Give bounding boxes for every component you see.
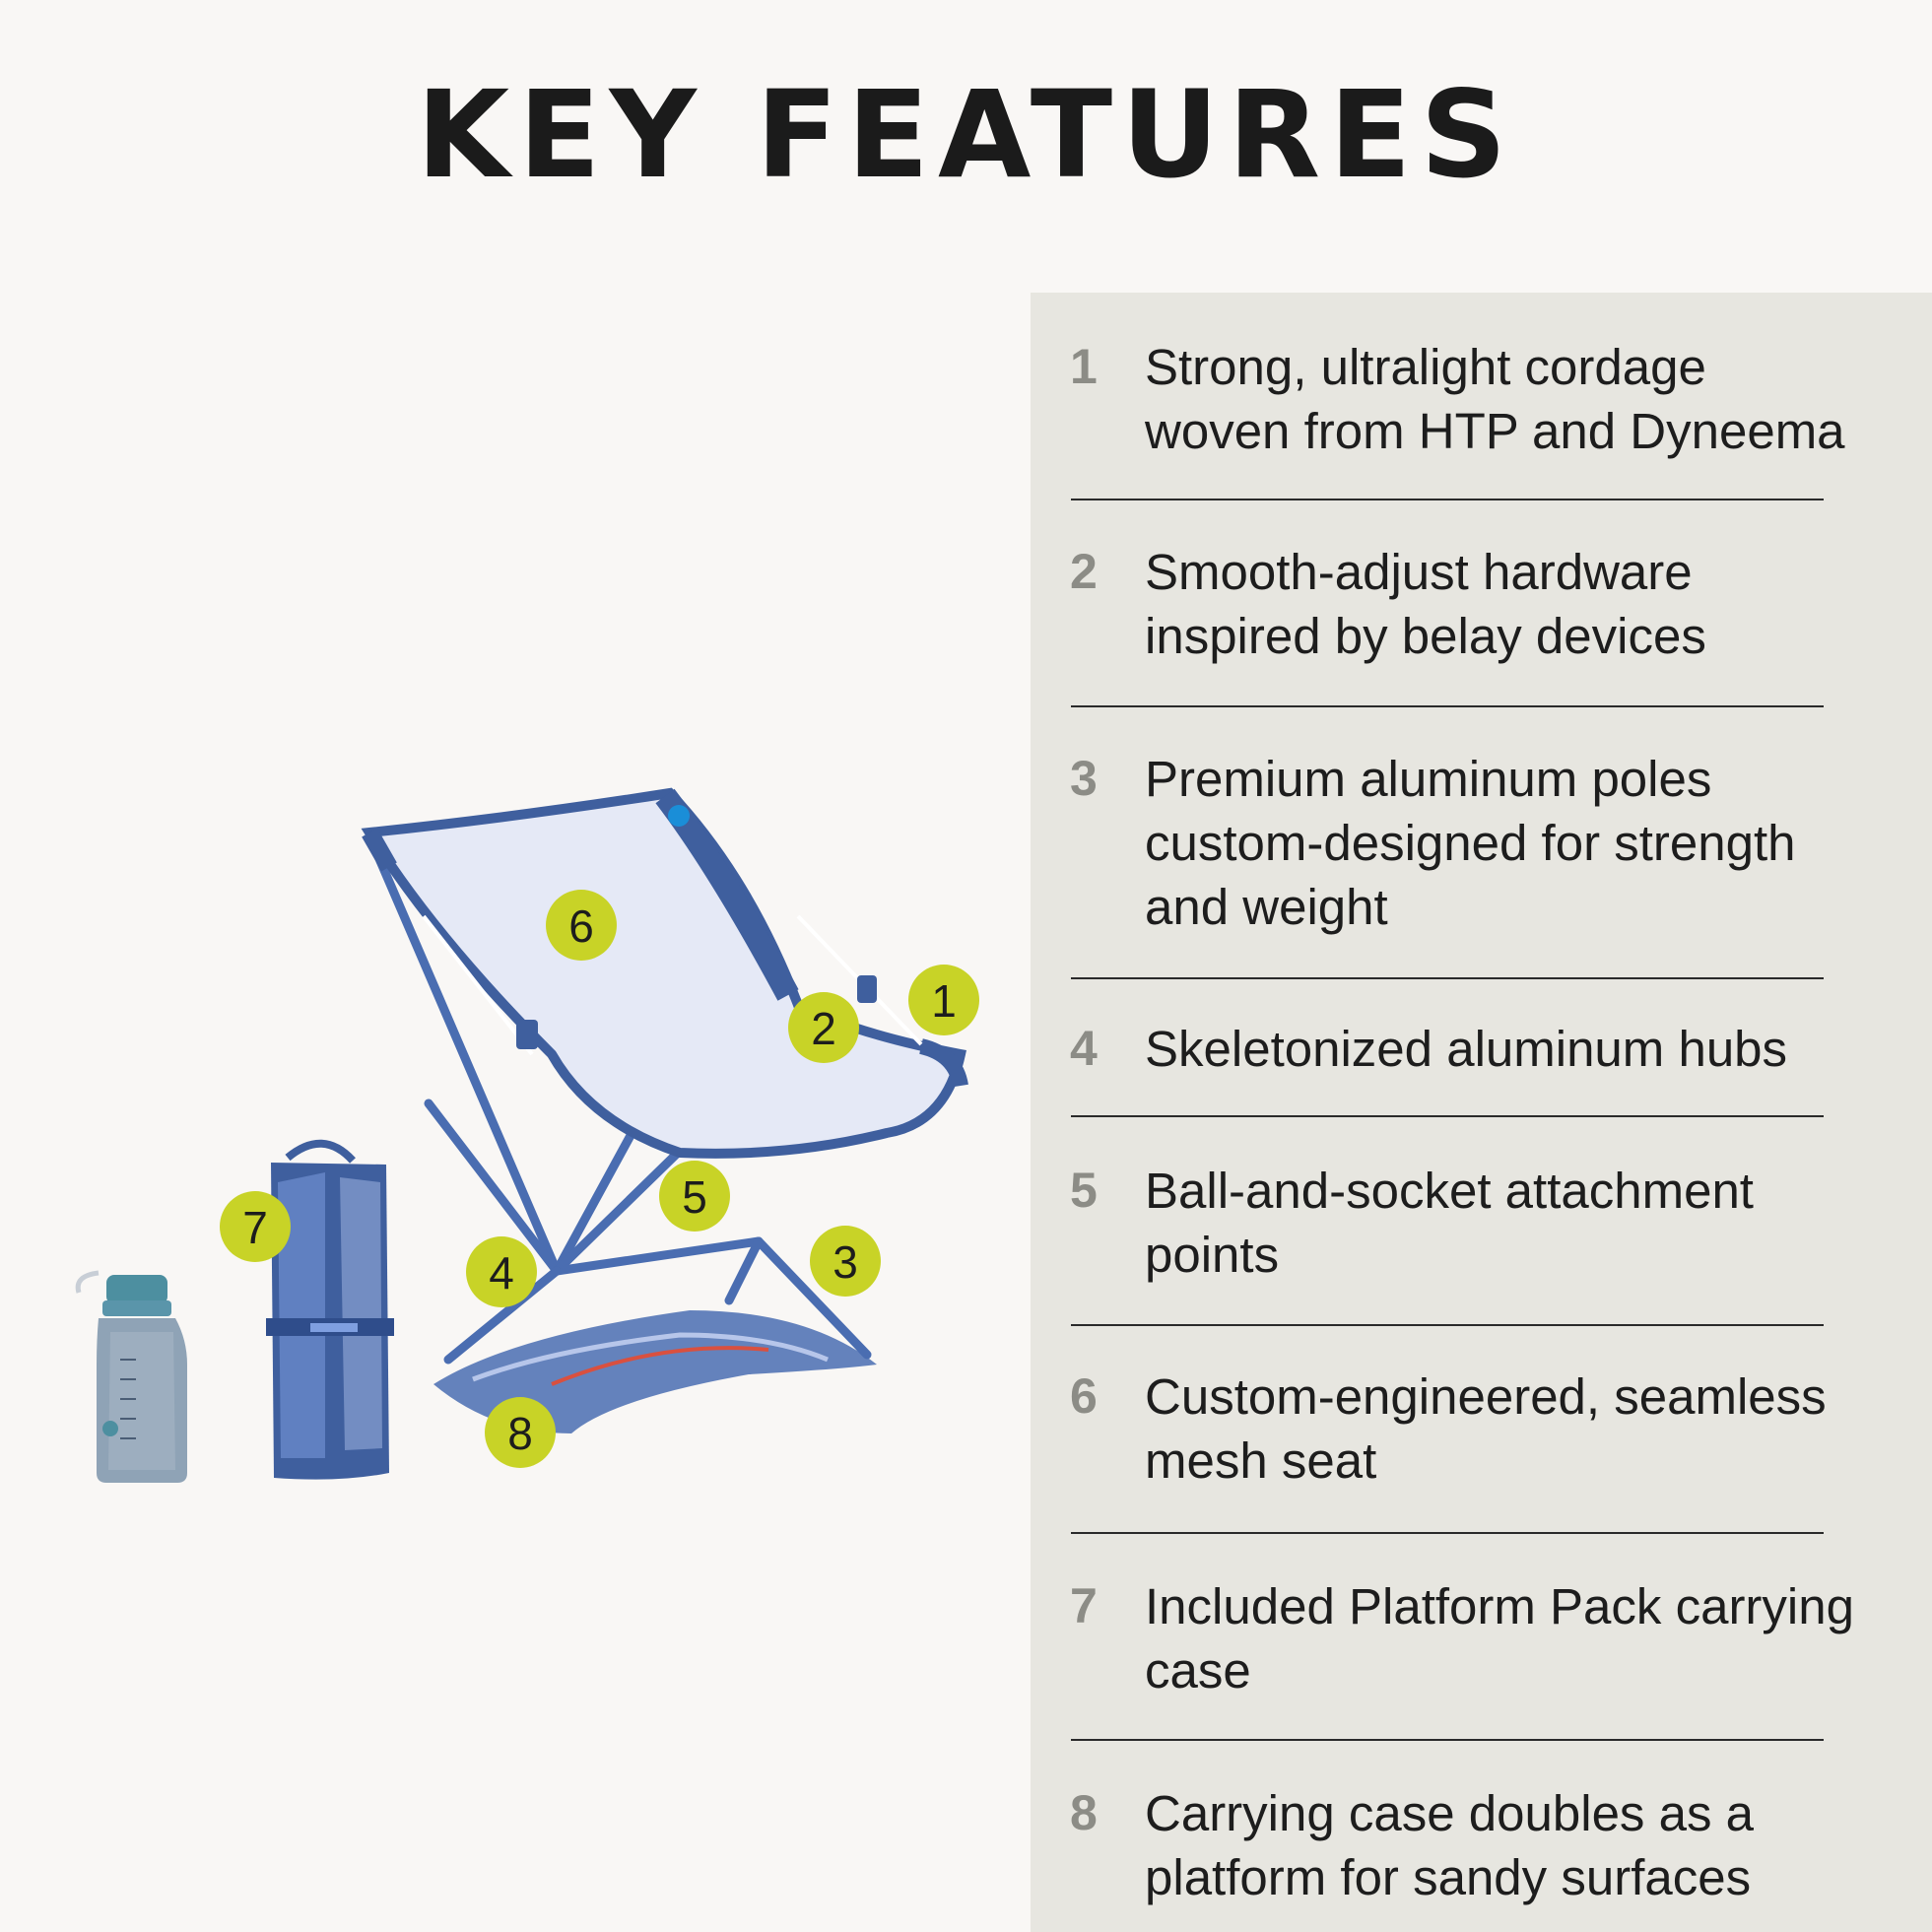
mesh-seat-image: [369, 793, 961, 1154]
divider: [1071, 977, 1824, 979]
callout-label: 5: [682, 1171, 707, 1223]
callout-label: 8: [507, 1408, 533, 1459]
callout-label: 4: [489, 1247, 514, 1299]
divider: [1071, 1532, 1824, 1534]
callout-badge-6: [546, 890, 617, 961]
callout-badge-7: [220, 1191, 291, 1262]
feature-number: 2: [1070, 544, 1098, 599]
callout-badge-4: [466, 1236, 537, 1307]
callout-badge-8: [485, 1397, 556, 1468]
callout-badge-1: [908, 965, 979, 1035]
callout-label: 1: [931, 975, 957, 1027]
feature-text: Smooth-adjust hardware inspired by belay devices: [1145, 544, 1706, 664]
callout-badge-5: [659, 1161, 730, 1232]
carrying-case-image: [266, 1144, 394, 1480]
callout-badge-3: [810, 1226, 881, 1297]
divider: [1071, 705, 1824, 707]
feature-number: 6: [1070, 1368, 1098, 1424]
callout-label: 3: [833, 1236, 858, 1288]
feature-text: Ball-and-socket attachment points: [1145, 1163, 1754, 1283]
feature-number: 8: [1070, 1785, 1098, 1840]
divider: [1071, 499, 1824, 500]
divider: [1071, 1115, 1824, 1117]
feature-number: 4: [1070, 1021, 1098, 1076]
callout-label: 6: [568, 900, 594, 952]
divider: [1071, 1324, 1824, 1326]
feature-number: 1: [1070, 339, 1098, 394]
feature-text: Carrying case doubles as a platform for sandy surfaces: [1145, 1785, 1755, 1905]
feature-number: 3: [1070, 751, 1098, 806]
feature-number: 7: [1070, 1578, 1098, 1633]
feature-text: Strong, ultralight cordage woven from HTP and Dyneema: [1145, 339, 1845, 459]
feature-number: 5: [1070, 1163, 1098, 1218]
divider: [1071, 1739, 1824, 1741]
callout-badge-2: [788, 992, 859, 1063]
feature-text: Custom-engineered, seamless mesh seat: [1145, 1368, 1827, 1489]
feature-text: Skeletonized aluminum hubs: [1145, 1021, 1788, 1077]
feature-text: Included Platform Pack carrying case: [1145, 1578, 1854, 1699]
page-title: KEY FEATURES: [416, 65, 1516, 205]
callout-label: 7: [242, 1202, 268, 1253]
feature-text: Premium aluminum poles custom-designed for strength and weight: [1145, 751, 1796, 935]
callout-label: 2: [811, 1003, 836, 1054]
water-bottle-image: [78, 1273, 187, 1483]
